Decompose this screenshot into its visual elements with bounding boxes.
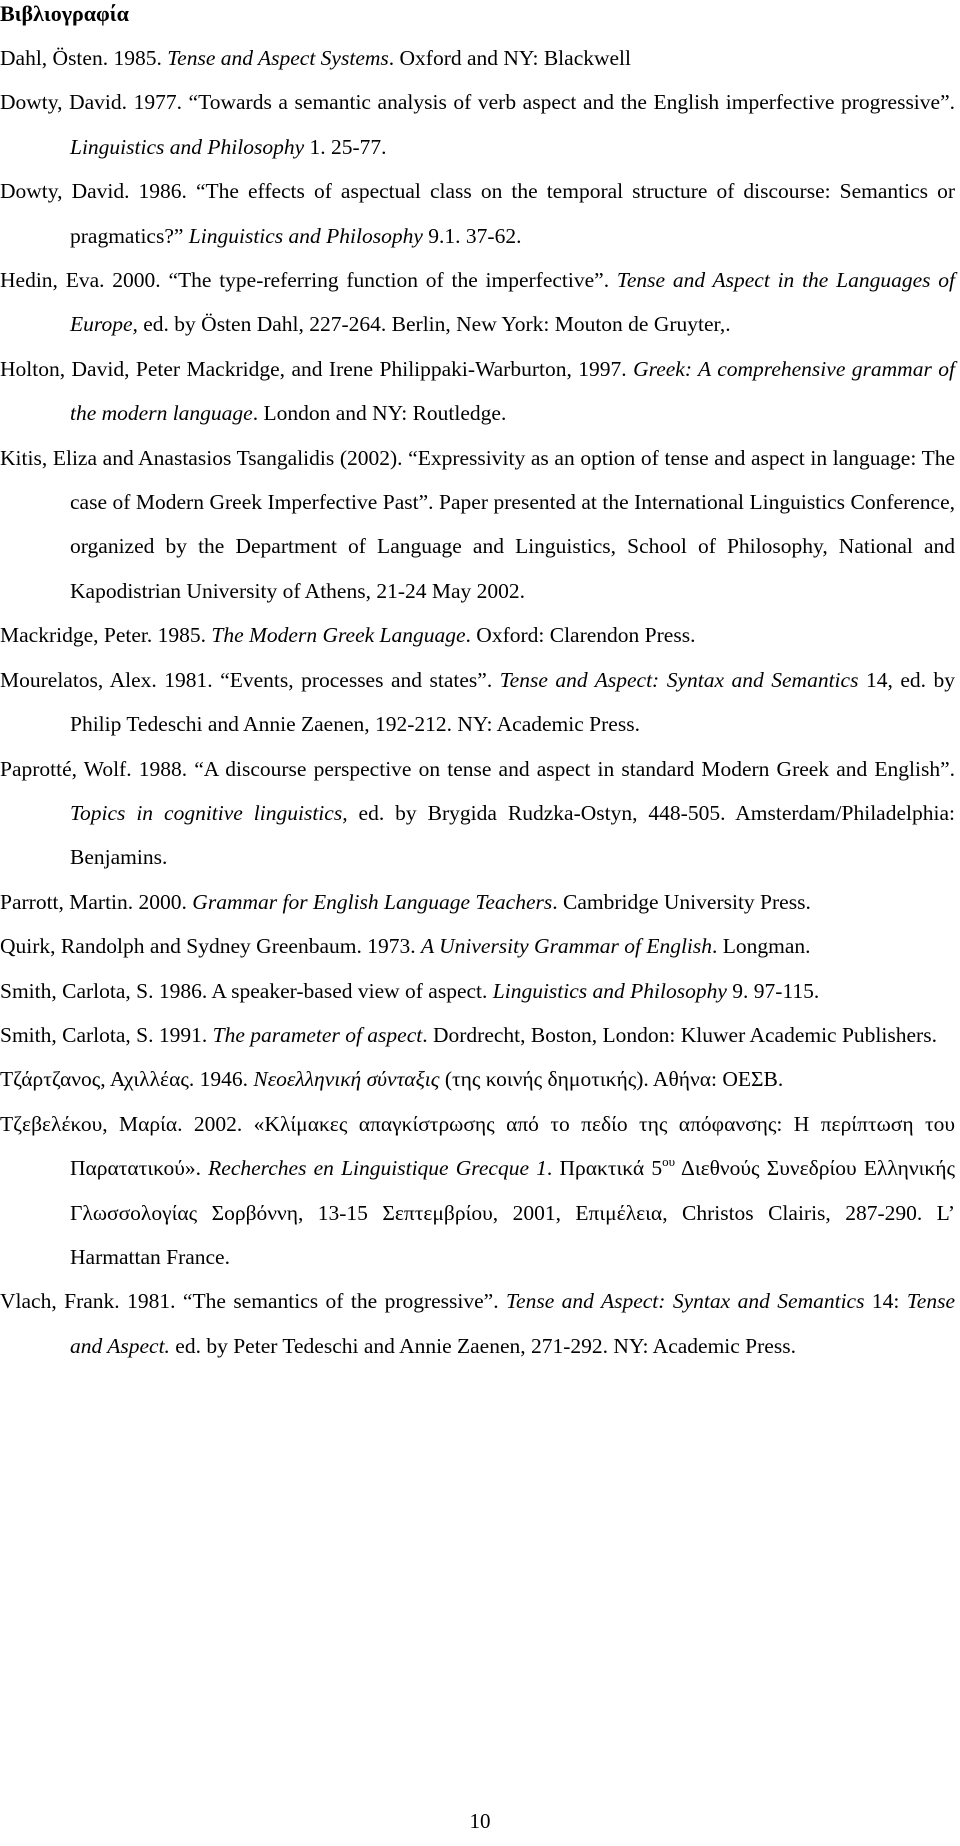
bib-entry-mourelatos-1981 [0,658,955,747]
entry-text: . Oxford and NY: Blackwell [388,46,631,70]
entry-title: A University Grammar of English [420,934,713,959]
entry-text: Smith, Carlota, S. 1986. A speaker-based view of aspect. [0,978,493,1003]
entry-text: Διεθνούς Συνεδρίου Ελληνικής Γλωσσολογίας Σορβόννη, 13-15 Σεπτεμβρίου, 2001, Επιμέλεια, Christos Clairis, 287-290. L’ Harmattan France. [70,1156,955,1269]
page-number: 10 [469,1809,491,1833]
bib-entry-mackridge-1985 [0,613,955,657]
bib-entry-parrott-2000 [0,880,955,924]
entry-title: Linguistics and Philosophy [70,134,305,159]
entry-title: Νεοελληνική σύνταξις [253,1067,440,1092]
entry-text: Paprotté, Wolf. 1988. “A discourse perspective on tense and aspect in standard Modern Greek and English”. [0,756,955,781]
entry-text: 9.1. 37-62. [422,223,522,248]
entry-title: The parameter of aspect [212,1022,423,1047]
entry-text: Mourelatos, Alex. 1981. “Events, processes and states”. [0,667,500,692]
bib-entry-dowty-1986 [0,169,955,258]
bib-entry-quirk-1973 [0,924,955,968]
bib-entry-holton-1997 [0,347,955,436]
bib-entry-paprotte-1988 [0,747,955,880]
entry-title: Linguistics and Philosophy [188,223,423,248]
entry-text: 14: [864,1289,907,1314]
entry-title: Tense and Aspect: Syntax and Semantics [506,1289,865,1314]
bibliography-heading: Βιβλιογραφία [0,1,129,26]
entry-text: Parrott, Martin. 2000. [0,889,193,914]
entry-text: Holton, David, Peter Mackridge, and Irene Philippaki-Warburton, 1997. [0,356,634,381]
bib-entry-smith-1986 [0,969,955,1013]
entry-text: ed. by Östen Dahl, 227-264. Berlin, New York: Mouton de Gruyter,. [137,312,731,337]
entry-text: ed. by Brygida Rudzka-Ostyn, 448-505. Amsterdam/Philadelphia: Benjamins. [70,800,955,870]
entry-text: Hedin, Eva. 2000. “The type-referring function of the imperfective”. [0,268,617,293]
entry-title: Recherches en Linguistique Grecque 1 [208,1156,547,1181]
entry-text: Dahl, Östen. 1985. [0,46,168,70]
entry-title: Topics in cognitive linguistics, [70,800,348,825]
bib-entry-dowty-1977 [0,80,955,169]
bib-entry-tzevelekou-2002 [0,1102,955,1280]
bib-entry-vlach-1981 [0,1279,955,1368]
entry-text: Dowty, David. 1986. “The effects of aspectual class on the temporal structure of discourse: Semantics or pragmatics?” [0,179,955,248]
entry-title: Tense and Aspect: Syntax and Semantics [499,667,859,692]
entry-text: ed. by Peter Tedeschi and Annie Zaenen, 271-292. NY: Academic Press. [169,1333,796,1358]
entry-text: . Πρακτικά 5 [546,1156,663,1181]
entry-text: Mackridge, Peter. 1985. [0,623,212,648]
bib-entry-hedin-2000 [0,258,955,347]
entry-text: . Longman. [712,934,811,959]
entry-text: Smith, Carlota, S. 1991. [0,1022,213,1047]
entry-title: Tense and Aspect. [70,1289,955,1358]
entry-title: Greek: A comprehensive grammar of the modern language [70,356,955,426]
entry-text: Dowty, David. 1977. “Towards a semantic analysis of verb aspect and the English imperfective progressive”. [0,90,955,115]
entry-text: . London and NY: Routledge. [252,401,507,426]
bib-entry-tzartzanos-1946 [0,1057,955,1101]
entry-text: 9. 97-115. [726,978,820,1003]
bib-entry-kitis-2002 [0,436,955,614]
entry-title: Tense and Aspect in the Languages of Europe, [70,268,956,337]
entry-text: Quirk, Randolph and Sydney Greenbaum. 1973. [0,934,421,959]
entry-title: Tense and Aspect Systems [167,46,389,70]
entry-text: . Oxford: Clarendon Press. [465,623,696,648]
entry-text: Vlach, Frank. 1981. “The semantics of the progressive”. [0,1289,507,1314]
bib-entry-dahl-1985 [0,36,955,80]
bibliography-list [0,36,955,1368]
entry-title: Grammar for English Language Teachers [192,889,553,914]
entry-text: (της κοινής δημοτικής). Αθήνα: ΟΕΣΒ. [439,1067,784,1092]
entry-text: 1. 25-77. [304,134,387,159]
entry-title: The Modern Greek Language [211,623,466,648]
bib-entry-smith-1991 [0,1013,955,1057]
entry-text: . Cambridge University Press. [552,889,811,914]
entry-title: Linguistics and Philosophy [492,978,727,1003]
entry-text: Kitis, Eliza and Anastasios Tsangalidis (2002). “Expressivity as an option of tense and aspect in language: The case of Modern Greek Imperfective Past”. Paper presented at the International Linguistics Conference, organized by the Department of Language and Linguistics, School of Philosophy, National and Kapodistrian University of Athens, 21-24 May 2002. [0,445,955,603]
entry-text: Τζάρτζανος, Αχιλλέας. 1946. [0,1067,254,1092]
ordinal-superscript: ου [662,1154,676,1170]
entry-text: 14, ed. by Philip Tedeschi and Annie Zaenen, 192-212. NY: Academic Press. [70,667,955,737]
entry-text: . Dordrecht, Boston, London: Kluwer Academic Publishers. [422,1022,937,1047]
entry-text: Τζεβελέκου, Μαρία. 2002. «Κλίμακες απαγκίστρωσης από το πεδίο της απόφανσης: Η περίπτωση του Παρατατικού». [0,1111,955,1181]
